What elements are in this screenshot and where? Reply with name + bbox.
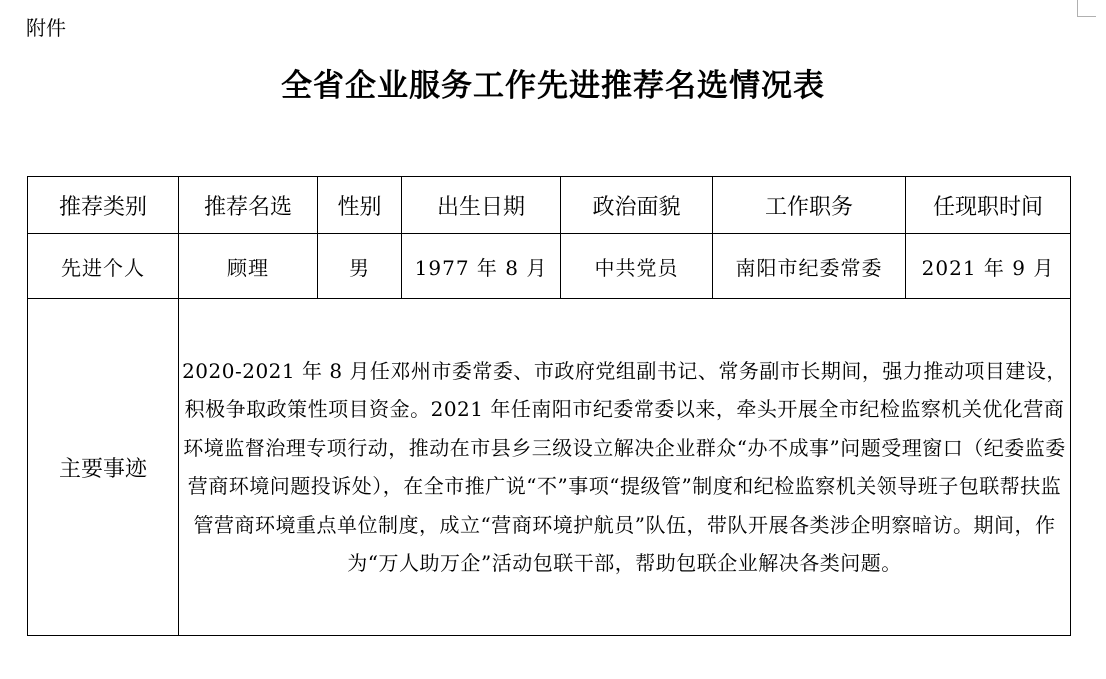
cell-name: 顾理 xyxy=(179,234,318,299)
cell-gender: 男 xyxy=(318,234,402,299)
column-header-gender: 性别 xyxy=(318,177,402,234)
table-header-row xyxy=(28,177,1071,234)
deeds-label: 主要事迹 xyxy=(28,299,179,636)
cell-position: 南阳市纪委常委 xyxy=(713,234,906,299)
column-header-category: 推荐类别 xyxy=(28,177,179,234)
column-header-position: 工作职务 xyxy=(713,177,906,234)
cell-political-status: 中共党员 xyxy=(561,234,713,299)
deeds-text: 2020-2021 年 8 月任邓州市委常委、市政府党组副书记、常务副市长期间，强力推动项目建设，积极争取政策性项目资金。2021 年任南阳市纪委常委以来，牵头开展全市纪检监察机关优化营商环境监督治理专项行动，推动在市县乡三级设立解决企业群众“办不成事”问题受理窗口（纪委监委营商环境问题投诉处），在全市推广说“不”事项“提级管”制度和纪检监察机关领导班子包联帮扶监管营商环境重点单位制度，成立“营商环境护航员”队伍，带队开展各类涉企明察暗访。期间，作为“万人助万企”活动包联干部，帮助包联企业解决各类问题。 xyxy=(179,299,1071,636)
column-header-political-status: 政治面貌 xyxy=(561,177,713,234)
cell-category: 先进个人 xyxy=(28,234,179,299)
column-header-tenure: 任现职时间 xyxy=(906,177,1071,234)
column-header-birth-date: 出生日期 xyxy=(402,177,561,234)
page-corner-mark xyxy=(1077,0,1096,17)
cell-tenure: 2021 年 9 月 xyxy=(906,234,1071,299)
page-title: 全省企业服务工作先进推荐名选情况表 xyxy=(281,68,825,104)
table-row xyxy=(28,234,1071,299)
cell-birth-date: 1977 年 8 月 xyxy=(402,234,561,299)
column-header-name: 推荐名选 xyxy=(179,177,318,234)
nominee-table xyxy=(27,176,1071,636)
deeds-row xyxy=(28,299,1071,636)
attachment-label: 附件 xyxy=(26,16,66,40)
